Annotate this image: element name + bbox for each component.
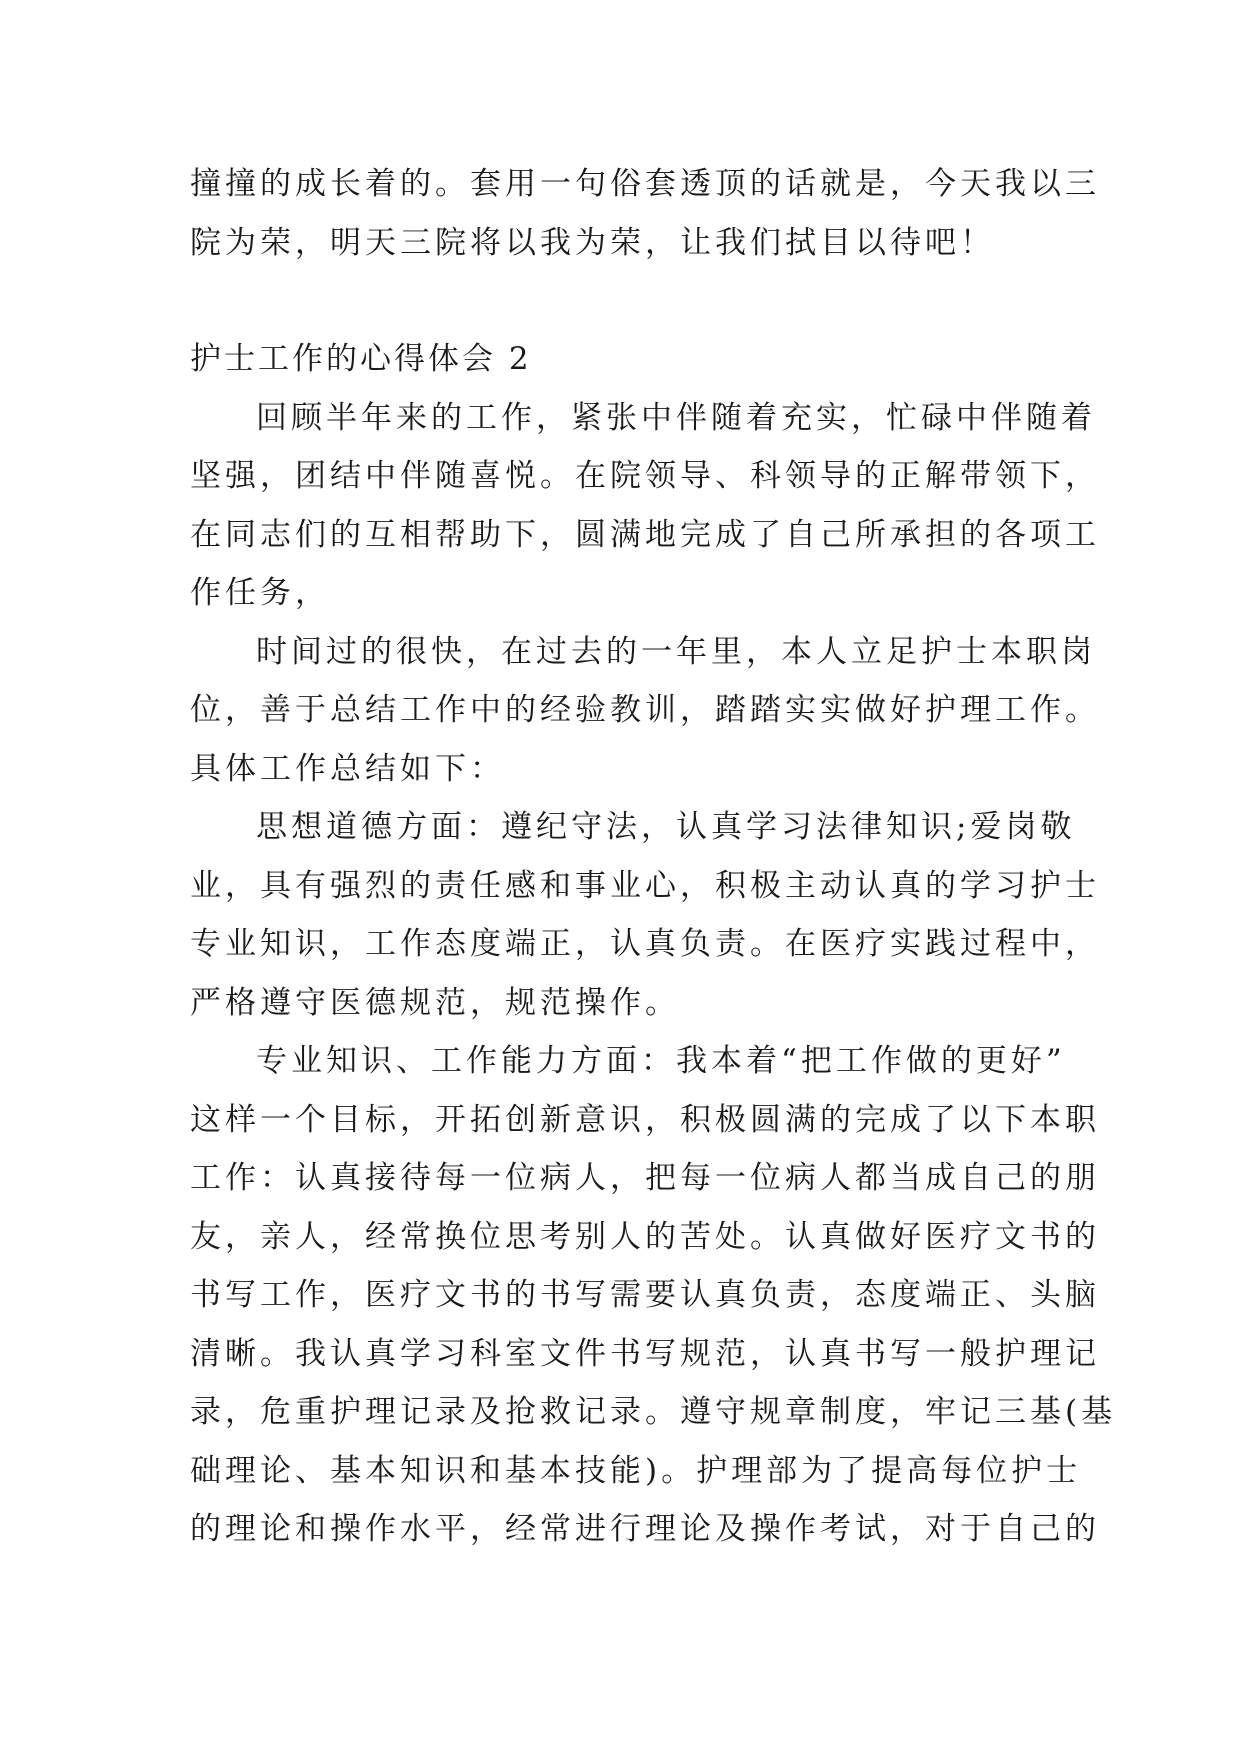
text-line: 础理论、基本知识和基本技能)。护理部为了提高每位护士 xyxy=(190,1452,1082,1489)
text-line: 专业知识、工作能力方面：我本着“把工作做的更好” xyxy=(256,1043,1066,1079)
text-line: 专业知识，工作态度端正，认真负责。在医疗实践过程中， xyxy=(190,926,1100,962)
text-line: 时间过的很快，在过去的一年里，本人立足护士本职岗 xyxy=(256,633,1096,670)
text-line: 在同志们的互相帮助下，圆满地完成了自己所承担的各项工 xyxy=(190,516,1100,553)
paragraph xyxy=(190,623,1100,799)
text-line: 位，善于总结工作中的经验教训，踏踏实实做好护理工作。 xyxy=(190,692,1100,728)
text-line: 院为荣，明天三院将以我为荣，让我们拭目以待吧！ xyxy=(190,224,995,261)
text-line: 思想道德方面：遵纪守法，认真学习法律知识;爱岗敬 xyxy=(256,809,1076,845)
text-line: 的理论和操作水平，经常进行理论及操作考试，对于自己的 xyxy=(190,1511,1100,1547)
text-line: 回顾半年来的工作，紧张中伴随着充实，忙碌中伴随着 xyxy=(256,399,1096,436)
text-line: 清晰。我认真学习科室文件书写规范，认真书写一般护理记 xyxy=(190,1335,1100,1372)
section-title: 护士工作的心得体会 2 xyxy=(190,341,532,377)
paragraph xyxy=(190,798,1100,1032)
text-line: 书写工作，医疗文书的书写需要认真负责，态度端正、头脑 xyxy=(190,1277,1100,1313)
text-line: 作任务， xyxy=(190,575,330,611)
text-line: 具体工作总结如下： xyxy=(190,750,505,787)
paragraph xyxy=(190,389,1100,623)
text-line: 业，具有强烈的责任感和事业心，积极主动认真的学习护士 xyxy=(190,867,1100,904)
text-line: 这样一个目标，开拓创新意识，积极圆满的完成了以下本职 xyxy=(190,1101,1100,1138)
text-line: 工作：认真接待每一位病人，把每一位病人都当成自己的朋 xyxy=(190,1160,1100,1196)
text-line: 严格遵守医德规范，规范操作。 xyxy=(190,984,680,1021)
document-body xyxy=(190,155,1117,1559)
text-line: 友，亲人，经常换位思考别人的苦处。认真做好医疗文书的 xyxy=(190,1218,1100,1255)
text-line: 坚强，团结中伴随喜悦。在院领导、科领导的正解带领下， xyxy=(190,458,1100,494)
paragraph-gap xyxy=(190,272,1052,330)
text-line: 录，危重护理记录及抢救记录。遵守规章制度，牢记三基(基 xyxy=(190,1394,1117,1430)
paragraph xyxy=(190,1032,1117,1559)
text-line: 撞撞的成长着的。套用一句俗套透顶的话就是，今天我以三 xyxy=(190,166,1100,202)
